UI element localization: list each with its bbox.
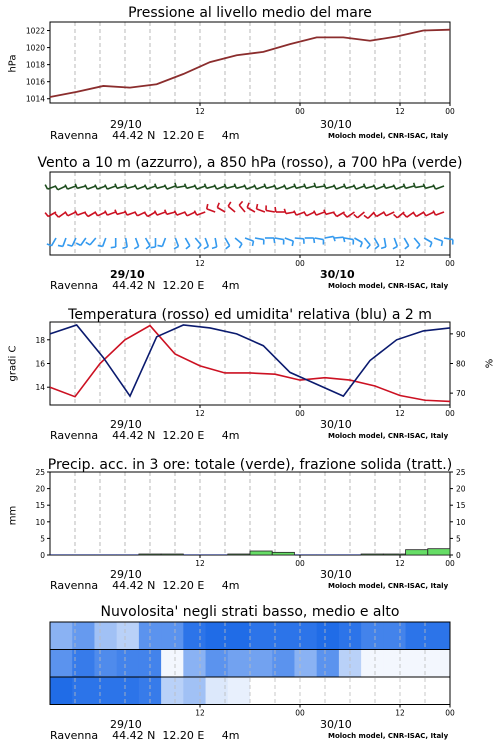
cloud-cell — [183, 677, 206, 705]
x-tick-label: 12 — [395, 259, 405, 268]
cloud-cell — [317, 677, 340, 705]
location-info: Ravenna 44.42 N 12.20 E 4m — [50, 429, 240, 442]
cloud-cell — [228, 677, 251, 705]
cloud-cell — [428, 622, 451, 650]
cloud-cell — [294, 622, 317, 650]
x-tick-label: 00 — [445, 107, 455, 116]
cloud-cell — [383, 677, 406, 705]
cloud-cell — [250, 677, 273, 705]
cloud-cell — [428, 650, 451, 678]
y-tick-label: 18 — [35, 335, 45, 345]
y-tick-label-right: 0 — [456, 551, 461, 560]
y-tick-label: 25 — [35, 468, 45, 477]
date-label: 29/10 — [110, 568, 142, 581]
x-tick-label: 12 — [195, 259, 205, 268]
x-tick-label: 00 — [445, 259, 455, 268]
humidity-ylabel: % — [484, 358, 496, 369]
date-label: 30/10 — [320, 268, 355, 281]
y-tick-label-right: 20 — [456, 484, 466, 494]
temperature-ylabel: gradi C — [7, 345, 19, 382]
cloud-title: Nuvolosita' negli strati basso, medio e alto — [100, 604, 400, 620]
cloud-cell — [383, 622, 406, 650]
pressure-ylabel: hPa — [7, 54, 19, 73]
location-info: Ravenna 44.42 N 12.20 E 4m — [50, 729, 240, 742]
model-credit: Moloch model, CNR-ISAC, Italy — [328, 282, 449, 290]
cloud-cell — [272, 677, 295, 705]
y-tick-label-right: 90 — [456, 329, 466, 339]
y-tick-label: 16 — [35, 359, 45, 369]
cloud-cell — [50, 622, 73, 650]
cloud-cell — [117, 677, 140, 705]
x-tick-label: 00 — [295, 107, 305, 116]
date-label: 30/10 — [320, 718, 352, 731]
y-tick-label-right: 80 — [456, 359, 466, 369]
date-label: 29/10 — [110, 268, 145, 281]
y-tick-label-right: 25 — [456, 468, 466, 477]
cloud-cell — [294, 650, 317, 678]
y-tick-label: 1022 — [25, 26, 45, 36]
cloud-cell — [94, 650, 117, 678]
cloud-cell — [161, 677, 184, 705]
x-tick-label: 00 — [445, 409, 455, 418]
cloud-cell — [317, 650, 340, 678]
cloud-cell — [383, 650, 406, 678]
cloud-cell — [272, 622, 295, 650]
x-tick-label: 00 — [295, 409, 305, 418]
cloud-cell — [72, 677, 95, 705]
cloud-cell — [183, 650, 206, 678]
x-tick-label: 12 — [195, 708, 205, 718]
cloud-cell — [361, 677, 384, 705]
cloud-cell — [250, 622, 273, 650]
model-credit: Moloch model, CNR-ISAC, Italy — [328, 732, 449, 740]
x-tick-label: 00 — [295, 708, 305, 718]
location-info: Ravenna 44.42 N 12.20 E 4m — [50, 129, 240, 142]
cloud-cell — [361, 650, 384, 678]
cloud-cell — [50, 677, 73, 705]
y-tick-label-right: 15 — [456, 501, 466, 511]
y-tick-label: 10 — [35, 517, 45, 527]
y-tick-label: 5 — [40, 534, 45, 544]
x-tick-label: 12 — [395, 107, 405, 116]
cloud-cell — [294, 677, 317, 705]
y-tick-label: 1014 — [25, 94, 45, 104]
y-tick-label: 15 — [35, 501, 45, 511]
y-tick-label-right: 70 — [456, 389, 466, 399]
date-label: 30/10 — [320, 118, 352, 131]
cloud-cell — [94, 622, 117, 650]
x-tick-label: 00 — [295, 559, 305, 568]
x-tick-label: 12 — [395, 708, 405, 718]
cloud-cell — [72, 650, 95, 678]
cloud-cell — [72, 622, 95, 650]
y-tick-label: 1018 — [25, 60, 45, 70]
cloud-cell — [228, 622, 251, 650]
cloud-cell — [317, 622, 340, 650]
cloud-cell — [228, 650, 251, 678]
cloud-cell — [50, 650, 73, 678]
location-info: Ravenna 44.42 N 12.20 E 4m — [50, 279, 240, 292]
location-info: Ravenna 44.42 N 12.20 E 4m — [50, 579, 240, 592]
date-label: 29/10 — [110, 718, 142, 731]
x-tick-label: 12 — [195, 409, 205, 418]
cloud-cell — [272, 650, 295, 678]
cloud-cell — [94, 677, 117, 705]
date-label: 30/10 — [320, 568, 352, 581]
cloud-cell — [250, 650, 273, 678]
precip-ylabel: mm — [7, 505, 19, 526]
cloud-cell — [161, 650, 184, 678]
date-label: 29/10 — [110, 418, 142, 431]
cloud-cell — [183, 622, 206, 650]
y-tick-label-right: 10 — [456, 517, 466, 527]
x-tick-label: 00 — [295, 259, 305, 268]
pressure-title: Pressione al livello medio del mare — [128, 5, 372, 21]
x-tick-label: 00 — [445, 708, 455, 718]
model-credit: Moloch model, CNR-ISAC, Italy — [328, 432, 449, 440]
cloud-cell — [361, 622, 384, 650]
model-credit: Moloch model, CNR-ISAC, Italy — [328, 582, 449, 590]
y-tick-label: 0 — [40, 551, 45, 560]
x-tick-label: 12 — [195, 107, 205, 116]
cloud-cell — [117, 622, 140, 650]
x-tick-label: 12 — [395, 559, 405, 568]
cloud-cell — [117, 650, 140, 678]
temperature-title: Temperatura (rosso) ed umidita' relativa (blu) a 2 m — [68, 307, 432, 323]
x-tick-label: 00 — [445, 559, 455, 568]
x-tick-label: 12 — [395, 409, 405, 418]
cloud-cell — [428, 677, 451, 705]
wind-title: Vento a 10 m (azzurro), a 850 hPa (rosso), a 700 hPa (verde) — [37, 155, 463, 171]
cloud-cell — [161, 622, 184, 650]
date-label: 30/10 — [320, 418, 352, 431]
x-tick-label: 12 — [195, 559, 205, 568]
precip-title: Precip. acc. in 3 ore: totale (verde), frazione solida (tratt.) — [47, 457, 453, 473]
y-tick-label: 20 — [35, 484, 45, 494]
y-tick-label: 14 — [35, 383, 45, 393]
y-tick-label-right: 5 — [456, 534, 461, 544]
model-credit: Moloch model, CNR-ISAC, Italy — [328, 132, 449, 140]
y-tick-label: 1020 — [25, 43, 45, 53]
date-label: 29/10 — [110, 118, 142, 131]
y-tick-label: 1016 — [25, 77, 45, 87]
